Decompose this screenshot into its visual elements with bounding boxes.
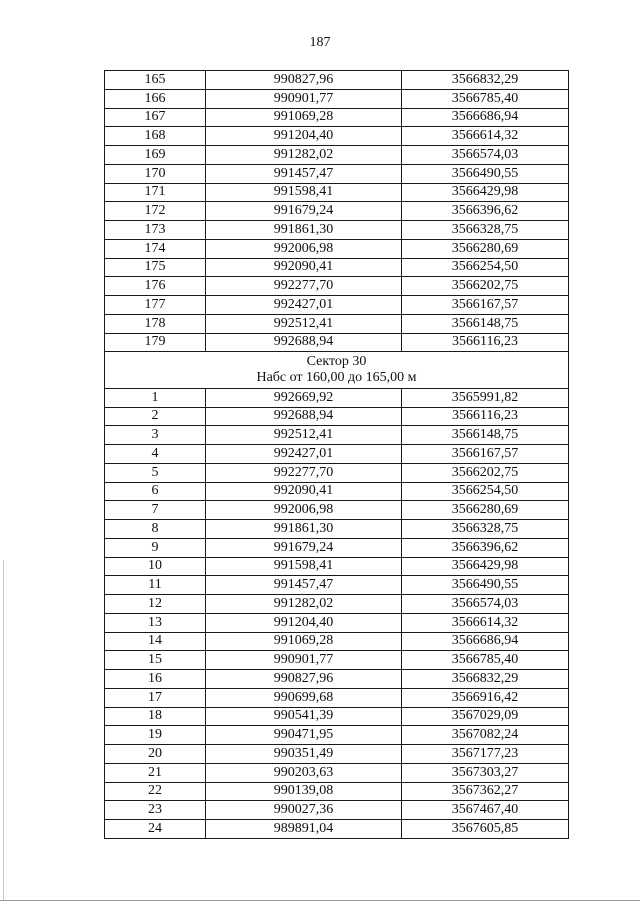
table-row	[105, 239, 569, 258]
table-row	[105, 801, 569, 820]
point-number-cell: 172	[105, 202, 206, 221]
x-coordinate-cell: 992688,94	[206, 407, 402, 426]
table-row	[105, 221, 569, 240]
y-coordinate-cell: 3566148,75	[402, 426, 569, 445]
table-row	[105, 146, 569, 165]
point-number-cell: 23	[105, 801, 206, 820]
point-number-cell: 171	[105, 183, 206, 202]
y-coordinate-cell: 3566396,62	[402, 538, 569, 557]
y-coordinate-cell: 3566167,57	[402, 445, 569, 464]
point-number-cell: 178	[105, 314, 206, 333]
table-row	[105, 426, 569, 445]
point-number-cell: 17	[105, 688, 206, 707]
y-coordinate-cell: 3566490,55	[402, 164, 569, 183]
table-row	[105, 183, 569, 202]
point-number-cell: 5	[105, 463, 206, 482]
table-row	[105, 763, 569, 782]
table-row	[105, 501, 569, 520]
point-number-cell: 167	[105, 108, 206, 127]
table-row	[105, 632, 569, 651]
x-coordinate-cell: 990827,96	[206, 71, 402, 90]
table-body-bottom	[105, 388, 569, 838]
x-coordinate-cell: 991282,02	[206, 595, 402, 614]
point-number-cell: 16	[105, 670, 206, 689]
scan-edge-bottom	[0, 900, 640, 901]
table-row	[105, 595, 569, 614]
y-coordinate-cell: 3565991,82	[402, 388, 569, 407]
x-coordinate-cell: 991204,40	[206, 613, 402, 632]
point-number-cell: 174	[105, 239, 206, 258]
sector-header-row	[105, 352, 569, 389]
x-coordinate-cell: 991679,24	[206, 538, 402, 557]
y-coordinate-cell: 3566614,32	[402, 613, 569, 632]
x-coordinate-cell: 990827,96	[206, 670, 402, 689]
x-coordinate-cell: 990027,36	[206, 801, 402, 820]
y-coordinate-cell: 3567362,27	[402, 782, 569, 801]
y-coordinate-cell: 3566574,03	[402, 146, 569, 165]
y-coordinate-cell: 3567303,27	[402, 763, 569, 782]
page-number: 187	[309, 35, 331, 50]
point-number-cell: 166	[105, 89, 206, 108]
point-number-cell: 168	[105, 127, 206, 146]
y-coordinate-cell: 3566785,40	[402, 89, 569, 108]
y-coordinate-cell: 3566490,55	[402, 576, 569, 595]
point-number-cell: 18	[105, 707, 206, 726]
x-coordinate-cell: 992006,98	[206, 501, 402, 520]
x-coordinate-cell: 992427,01	[206, 445, 402, 464]
y-coordinate-cell: 3566254,50	[402, 482, 569, 501]
y-coordinate-cell: 3566396,62	[402, 202, 569, 221]
point-number-cell: 14	[105, 632, 206, 651]
point-number-cell: 175	[105, 258, 206, 277]
table-row	[105, 202, 569, 221]
x-coordinate-cell: 992512,41	[206, 314, 402, 333]
table-row	[105, 314, 569, 333]
point-number-cell: 1	[105, 388, 206, 407]
x-coordinate-cell: 990471,95	[206, 726, 402, 745]
y-coordinate-cell: 3566167,57	[402, 296, 569, 315]
table-row	[105, 108, 569, 127]
y-coordinate-cell: 3566832,29	[402, 71, 569, 90]
point-number-cell: 21	[105, 763, 206, 782]
table-row	[105, 164, 569, 183]
table-row	[105, 71, 569, 90]
y-coordinate-cell: 3566574,03	[402, 595, 569, 614]
x-coordinate-cell: 990699,68	[206, 688, 402, 707]
point-number-cell: 24	[105, 820, 206, 839]
table-body-top	[105, 71, 569, 352]
y-coordinate-cell: 3566280,69	[402, 239, 569, 258]
x-coordinate-cell: 990351,49	[206, 745, 402, 764]
y-coordinate-cell: 3566686,94	[402, 632, 569, 651]
table-row	[105, 520, 569, 539]
y-coordinate-cell: 3566116,23	[402, 407, 569, 426]
x-coordinate-cell: 990901,77	[206, 651, 402, 670]
table-row	[105, 277, 569, 296]
y-coordinate-cell: 3567029,09	[402, 707, 569, 726]
table-row	[105, 820, 569, 839]
point-number-cell: 3	[105, 426, 206, 445]
sector-subtitle: Набс от 160,00 до 165,00 м	[256, 370, 417, 385]
point-number-cell: 169	[105, 146, 206, 165]
y-coordinate-cell: 3566328,75	[402, 520, 569, 539]
point-number-cell: 10	[105, 557, 206, 576]
table-row	[105, 333, 569, 352]
point-number-cell: 173	[105, 221, 206, 240]
table-row	[105, 670, 569, 689]
table-row	[105, 258, 569, 277]
table-row	[105, 745, 569, 764]
table-row	[105, 576, 569, 595]
point-number-cell: 179	[105, 333, 206, 352]
point-number-cell: 9	[105, 538, 206, 557]
x-coordinate-cell: 991861,30	[206, 520, 402, 539]
x-coordinate-cell: 991069,28	[206, 108, 402, 127]
table-row	[105, 538, 569, 557]
table-row	[105, 651, 569, 670]
y-coordinate-cell: 3566116,23	[402, 333, 569, 352]
y-coordinate-cell: 3566429,98	[402, 183, 569, 202]
x-coordinate-cell: 990203,63	[206, 763, 402, 782]
x-coordinate-cell: 991457,47	[206, 164, 402, 183]
x-coordinate-cell: 991598,41	[206, 183, 402, 202]
y-coordinate-cell: 3566328,75	[402, 221, 569, 240]
sector-title: Сектор 30	[306, 354, 367, 369]
y-coordinate-cell: 3566614,32	[402, 127, 569, 146]
table-row	[105, 463, 569, 482]
table-row	[105, 296, 569, 315]
x-coordinate-cell: 991598,41	[206, 557, 402, 576]
table-row	[105, 127, 569, 146]
y-coordinate-cell: 3566686,94	[402, 108, 569, 127]
x-coordinate-cell: 991861,30	[206, 221, 402, 240]
y-coordinate-cell: 3566916,42	[402, 688, 569, 707]
point-number-cell: 7	[105, 501, 206, 520]
x-coordinate-cell: 991204,40	[206, 127, 402, 146]
x-coordinate-cell: 992006,98	[206, 239, 402, 258]
point-number-cell: 165	[105, 71, 206, 90]
point-number-cell: 11	[105, 576, 206, 595]
table-row	[105, 388, 569, 407]
point-number-cell: 4	[105, 445, 206, 464]
point-number-cell: 177	[105, 296, 206, 315]
coordinates-table	[104, 70, 569, 839]
point-number-cell: 12	[105, 595, 206, 614]
x-coordinate-cell: 991457,47	[206, 576, 402, 595]
x-coordinate-cell: 989891,04	[206, 820, 402, 839]
table-row	[105, 89, 569, 108]
y-coordinate-cell: 3566429,98	[402, 557, 569, 576]
x-coordinate-cell: 990901,77	[206, 89, 402, 108]
y-coordinate-cell: 3566148,75	[402, 314, 569, 333]
x-coordinate-cell: 992277,70	[206, 277, 402, 296]
scan-edge-left	[3, 560, 4, 900]
y-coordinate-cell: 3567177,23	[402, 745, 569, 764]
y-coordinate-cell: 3566280,69	[402, 501, 569, 520]
table-row	[105, 445, 569, 464]
point-number-cell: 22	[105, 782, 206, 801]
table-row	[105, 726, 569, 745]
x-coordinate-cell: 990541,39	[206, 707, 402, 726]
y-coordinate-cell: 3566785,40	[402, 651, 569, 670]
point-number-cell: 170	[105, 164, 206, 183]
x-coordinate-cell: 991069,28	[206, 632, 402, 651]
point-number-cell: 20	[105, 745, 206, 764]
table-row	[105, 557, 569, 576]
sector-header-cell	[105, 352, 569, 389]
point-number-cell: 15	[105, 651, 206, 670]
y-coordinate-cell: 3566254,50	[402, 258, 569, 277]
x-coordinate-cell: 990139,08	[206, 782, 402, 801]
x-coordinate-cell: 991679,24	[206, 202, 402, 221]
point-number-cell: 6	[105, 482, 206, 501]
table-row	[105, 482, 569, 501]
table-row	[105, 407, 569, 426]
table-row	[105, 782, 569, 801]
point-number-cell: 19	[105, 726, 206, 745]
x-coordinate-cell: 992427,01	[206, 296, 402, 315]
y-coordinate-cell: 3567082,24	[402, 726, 569, 745]
point-number-cell: 13	[105, 613, 206, 632]
x-coordinate-cell: 992090,41	[206, 482, 402, 501]
y-coordinate-cell: 3566832,29	[402, 670, 569, 689]
y-coordinate-cell: 3567605,85	[402, 820, 569, 839]
table-row	[105, 613, 569, 632]
x-coordinate-cell: 992277,70	[206, 463, 402, 482]
y-coordinate-cell: 3567467,40	[402, 801, 569, 820]
x-coordinate-cell: 992090,41	[206, 258, 402, 277]
x-coordinate-cell: 992669,92	[206, 388, 402, 407]
point-number-cell: 8	[105, 520, 206, 539]
sector-header-group	[105, 352, 569, 389]
x-coordinate-cell: 992688,94	[206, 333, 402, 352]
table-row	[105, 707, 569, 726]
point-number-cell: 176	[105, 277, 206, 296]
point-number-cell: 2	[105, 407, 206, 426]
x-coordinate-cell: 991282,02	[206, 146, 402, 165]
y-coordinate-cell: 3566202,75	[402, 277, 569, 296]
table-row	[105, 688, 569, 707]
y-coordinate-cell: 3566202,75	[402, 463, 569, 482]
x-coordinate-cell: 992512,41	[206, 426, 402, 445]
